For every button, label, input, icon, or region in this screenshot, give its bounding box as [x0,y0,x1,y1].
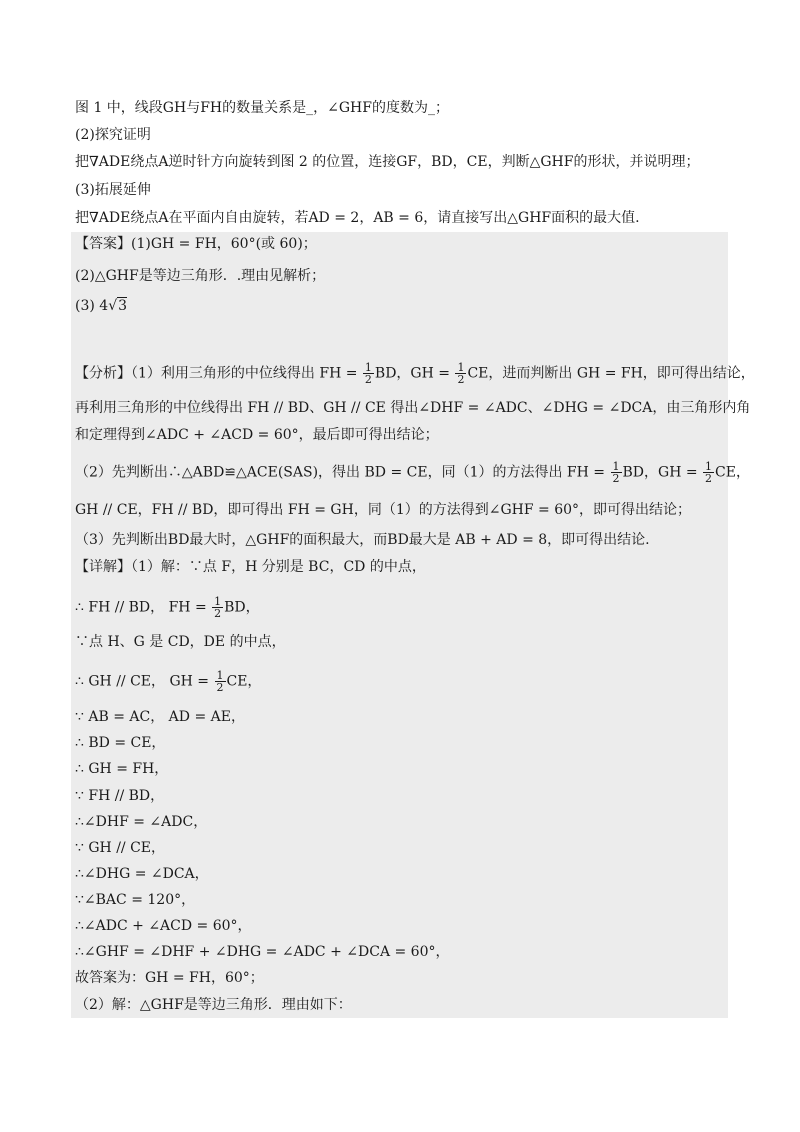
detail-line-2 [75,596,260,619]
detail-4b: CE， [226,673,262,690]
detail-4a: ∴ GH // CE， GH = [75,673,214,690]
fraction-numerator: 1 [705,460,713,473]
question-1-line: 图 1 中，线段GH与FH的数量关系是_，∠GHF的度数为_； [75,100,449,116]
fraction-denominator: 2 [214,607,222,620]
detail-line-8: ∵ FH // BD， [75,788,165,804]
detail-line-9: ∴∠DHF = ∠ADC， [75,814,208,830]
analysis-line-3: 和定理得到∠ADC + ∠ACD = 60°，最后即可得出结论； [75,427,439,443]
answer-line-2: (2)△GHF是等边三角形．.理由见解析； [75,268,326,284]
detail-line-7: ∴ GH = FH， [75,761,169,777]
analysis-line-2: 再利用三角形的中位线得出 FH // BD、GH // CE 得出∠DHF = ∠ADC、∠DHG = ∠DCA，由三角形内角 [75,400,751,416]
detail-line-5: ∵ AB = AC， AD = AE， [75,709,245,725]
fraction-denominator: 2 [705,472,713,485]
analysis-line-1 [75,362,755,385]
fraction-denominator: 2 [612,472,620,485]
detail-line-12: ∵∠BAC = 120°， [75,892,196,908]
analysis-4b: BD，GH = [622,464,703,481]
fraction-half [455,362,466,385]
detail-line-11: ∴∠DHG = ∠DCA， [75,866,209,882]
fraction-denominator: 2 [457,373,465,386]
fraction-half [611,461,622,484]
fraction-denominator: 2 [216,681,224,694]
analysis-line-6: （3）先判断出BD最大时，△GHF的面积最大，而BD最大是 AB + AD = 8，即可得出结论. [75,532,650,548]
question-3-text: 把∇ADE绕点A在平面内自由旋转，若AD = 2，AB = 6，请直接写出△GHF面积的最大值. [75,210,640,226]
analysis-line-5: GH // CE，FH // BD，即可得出 FH = GH，同（1）的方法得到∠GHF = 60°，即可得出结论； [75,502,692,518]
analysis-1c: CE，进而判断出 GH = FH，即可得出结论， [467,365,755,382]
question-3-title: (3)拓展延伸 [75,182,151,198]
fraction-numerator: 1 [364,361,372,374]
fraction-numerator: 1 [612,460,620,473]
detail-line-1: 【详解】（1）解：∵点 F，H 分别是 BC，CD 的中点， [75,559,426,575]
fraction-numerator: 1 [216,669,224,682]
detail-line-4 [75,670,261,693]
fraction-numerator: 1 [214,595,222,608]
fraction-half [212,596,223,619]
detail-2a: ∴ FH // BD， FH = [75,599,212,616]
answer-3-prefix: (3) 4 [75,298,109,314]
detail-line-6: ∴ BD = CE， [75,735,166,751]
detail-line-16: （2）解：△GHF是等边三角形．理由如下： [75,997,352,1013]
detail-2b: BD， [224,599,260,616]
fraction-half [363,362,374,385]
detail-line-10: ∵ GH // CE， [75,840,166,856]
analysis-1b: BD，GH = [374,365,455,382]
fraction-half [215,670,226,693]
fraction-half [703,461,714,484]
question-2-title: (2)探究证明 [75,127,151,143]
analysis-4c: CE， [715,464,750,481]
sqrt-sign: √ [108,298,118,314]
analysis-4a: （2）先判断出∴△ABD≌△ACE(SAS)，得出 BD = CE，同（1）的方法得出 FH = [75,464,610,481]
detail-line-3: ∵点 H、G 是 CD，DE 的中点， [75,634,286,650]
fraction-numerator: 1 [457,361,465,374]
detail-line-15: 故答案为：GH = FH，60°； [75,970,264,986]
detail-line-14: ∴∠GHF = ∠DHF + ∠DHG = ∠ADC + ∠DCA = 60°， [75,944,450,960]
answer-line-1: 【答案】(1)GH = FH，60°(或 60)； [75,236,317,252]
fraction-denominator: 2 [364,373,372,386]
answer-line-3 [75,296,127,316]
answer-3-root: 3 [118,298,128,314]
question-2-text: 把∇ADE绕点A逆时针方向旋转到图 2 的位置，连接GF，BD，CE，判断△GHF的形状，并说明理； [75,154,700,170]
analysis-line-4 [75,461,750,484]
analysis-1a: 【分析】（1）利用三角形的中位线得出 FH = [75,365,362,382]
detail-line-13: ∴∠ADC + ∠ACD = 60°， [75,918,252,934]
